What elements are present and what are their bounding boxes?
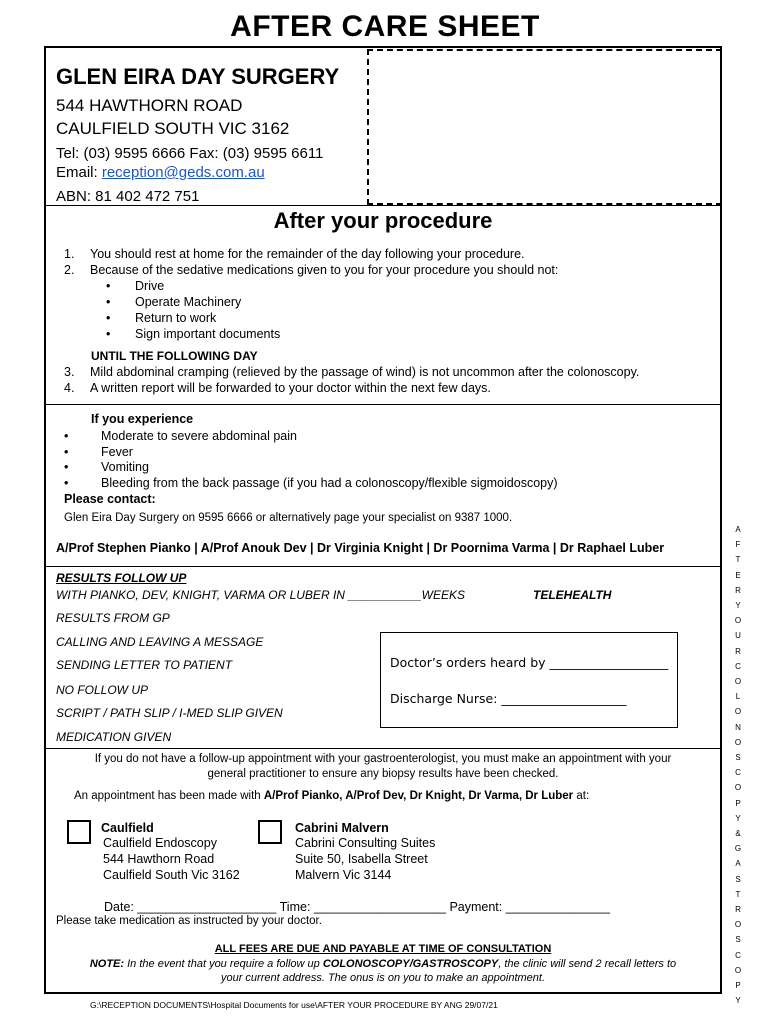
list-item: • Vomiting: [64, 460, 149, 474]
item-number: 3.: [64, 365, 75, 379]
loc1-line3: Caulfield South Vic 3162: [103, 868, 240, 882]
procedure-item-4: [64, 381, 491, 395]
loc2-line2: Suite 50, Isabella Street: [295, 852, 428, 866]
contact-text: Glen Eira Day Surgery on 9595 6666 or alternatively page your specialist on 9387 1000.: [64, 512, 513, 524]
orders-box: [380, 632, 678, 728]
divider: [44, 205, 722, 206]
experience-heading: If you experience: [91, 412, 194, 426]
results-heading: RESULTS FOLLOW UP: [56, 571, 187, 585]
item-text: Mild abdominal cramping (relieved by the passage of wind) is not uncommon after the colonoscopy.: [90, 365, 640, 379]
document-title: AFTER CARE SHEET: [230, 10, 540, 43]
telehealth-label: TELEHEALTH: [533, 588, 612, 602]
item-text: Because of the sedative medications given to you for your procedure you should not:: [90, 263, 559, 277]
list-item: • Fever: [64, 445, 133, 459]
list-item: • Bleeding from the back passage (if you had a colonoscopy/flexible sigmoidoscopy): [64, 476, 558, 490]
item-number: 2.: [64, 263, 75, 277]
appointment-line1: If you do not have a follow-up appointment with your gastroenterologist, you must make an appointment with your: [94, 753, 672, 765]
divider: [44, 748, 722, 749]
appointment-line2: general practitioner to ensure any biopsy results have been checked.: [207, 768, 559, 780]
procedure-heading: After your procedure: [273, 208, 493, 233]
list-item: • Sign important documents: [110, 327, 280, 341]
list-item: • Return to work: [110, 311, 216, 325]
date-time-payment-fields[interactable]: Date: ____________________ Time: ___________________ Payment: _______________: [104, 900, 611, 914]
clinic-name: GLEN EIRA DAY SURGERY: [56, 64, 340, 89]
divider: [44, 404, 722, 405]
procedure-item-2: [64, 263, 558, 277]
clinic-address-line1: 544 HAWTHORN ROAD: [56, 96, 243, 115]
results-with: WITH PIANKO, DEV, KNIGHT, VARMA OR LUBER IN ___________WEEKS: [56, 588, 466, 602]
item-text: You should rest at home for the remainder of the day following your procedure.: [90, 247, 525, 261]
contact-heading: Please contact:: [64, 492, 156, 506]
results-script: SCRIPT / PATH SLIP / I-MED SLIP GIVEN: [56, 706, 283, 720]
fees-notice: ALL FEES ARE DUE AND PAYABLE AT TIME OF CONSULTATION: [214, 943, 552, 955]
clinic-abn: ABN: 81 402 472 751: [56, 188, 200, 205]
cabrini-checkbox[interactable]: [258, 820, 282, 844]
patient-label-area: [367, 49, 722, 205]
list-item: • Moderate to severe abdominal pain: [64, 429, 297, 443]
loc1-line1: Caulfield Endoscopy: [103, 836, 217, 850]
vertical-sidebar-text: A F T E R Y O U R C O L O N O S C O P Y & G A S T R O S C O P Y: [734, 525, 742, 1006]
doctors-orders-field[interactable]: Doctor’s orders heard by ___________________: [390, 655, 669, 670]
medication-note: Please take medication as instructed by your doctor.: [56, 915, 322, 927]
results-calling: CALLING AND LEAVING A MESSAGE: [56, 635, 264, 649]
loc1-name: Caulfield: [101, 821, 154, 835]
clinic-address-line2: CAULFIELD SOUTH VIC 3162: [56, 119, 290, 138]
loc2-line1: Cabrini Consulting Suites: [295, 836, 436, 850]
clinic-email-row: [56, 164, 265, 181]
clinic-phone: Tel: (03) 9595 6666 Fax: (03) 9595 6611: [56, 145, 324, 162]
note-line2: your current address. The onus is on you to make an appointment.: [220, 972, 546, 984]
results-letter: SENDING LETTER TO PATIENT: [56, 658, 233, 672]
list-item: • Operate Machinery: [110, 295, 241, 309]
results-gp: RESULTS FROM GP: [56, 611, 170, 625]
loc1-line2: 544 Hawthorn Road: [103, 852, 215, 866]
procedure-item-1: [64, 247, 525, 261]
caulfield-checkbox[interactable]: [67, 820, 91, 844]
footer-file-path: G:\RECEPTION DOCUMENTS\Hospital Documents for use\AFTER YOUR PROCEDURE BY ANG 29/07/21: [90, 1000, 498, 1010]
until-notice: UNTIL THE FOLLOWING DAY: [91, 349, 258, 363]
loc2-name: Cabrini Malvern: [295, 821, 389, 835]
results-medication: MEDICATION GIVEN: [56, 730, 172, 744]
results-no-follow: NO FOLLOW UP: [56, 683, 149, 697]
list-item: • Drive: [110, 279, 164, 293]
appointment-made: An appointment has been made with A/Prof Pianko, A/Prof Dev, Dr Knight, Dr Varma, Dr Luber at:: [74, 790, 590, 802]
email-label: Email:: [56, 164, 102, 181]
loc2-line3: Malvern Vic 3144: [295, 868, 392, 882]
discharge-nurse-field[interactable]: Discharge Nurse: ____________________: [390, 691, 627, 706]
item-text: A written report will be forwarded to your doctor within the next few days.: [90, 381, 491, 395]
procedure-item-3: [64, 365, 639, 379]
item-number: 4.: [64, 381, 75, 395]
doctor-list: A/Prof Stephen Pianko | A/Prof Anouk Dev | Dr Virginia Knight | Dr Poornima Varma | Dr Raphael Luber: [56, 541, 665, 555]
divider: [44, 566, 722, 567]
email-link[interactable]: reception@geds.com.au: [101, 164, 265, 181]
item-number: 1.: [64, 247, 75, 261]
note-line1: NOTE: In the event that you require a follow up COLONOSCOPY/GASTROSCOPY, the clinic will send 2 recall letters to: [89, 958, 677, 970]
